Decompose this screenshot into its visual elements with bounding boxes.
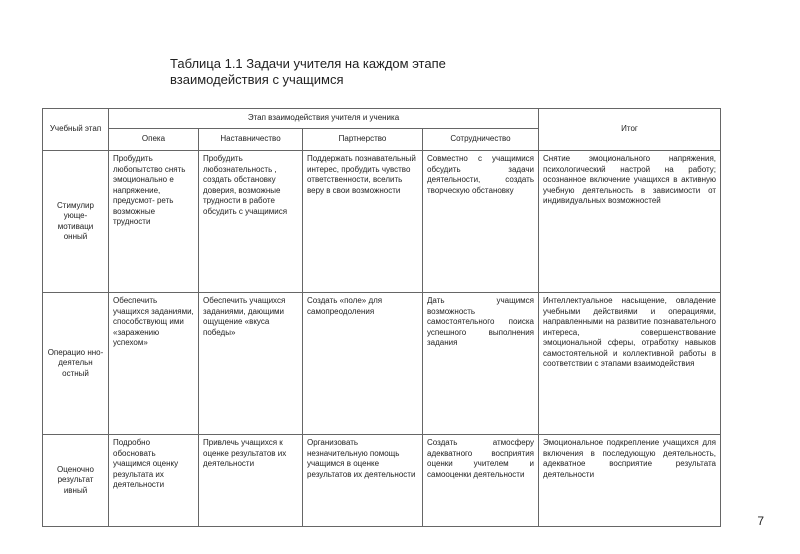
- header-col-nastavnichestvo: Наставничество: [199, 129, 303, 151]
- header-stage: Учебный этап: [43, 109, 109, 151]
- caption-line-1: Таблица 1.1 Задачи учителя на каждом этапе: [170, 56, 446, 71]
- table-cell: Создать «поле» для самопреодоления: [303, 293, 423, 435]
- table-row: [43, 151, 721, 293]
- table-row: [43, 435, 721, 527]
- page-number: 7: [757, 514, 764, 528]
- tasks-table: [42, 108, 721, 527]
- header-row-1: [43, 109, 721, 129]
- table-cell: Организовать незначительную помощь учащимся в оценке результатов их деятельности: [303, 435, 423, 527]
- stage-cell: Оценочно результат ивный: [43, 435, 109, 527]
- header-col-partnerstvo: Партнерство: [303, 129, 423, 151]
- table-caption: [170, 56, 446, 88]
- table-row: [43, 293, 721, 435]
- table-cell: Интеллектуальное насыщение, овладение учебными действиями и операциями, направленными на развитие познавательного интереса, совершенствование эмоциональной сферы, отработку навыков самостоятельной и коллективной работы в соответствии с этапами взаимодействия: [539, 293, 721, 435]
- caption-line-2: взаимодействия с учащимся: [170, 72, 344, 87]
- table-cell: Пробудить любопытство снять эмоционально е напряжение, предусмот- реть возможные трудности: [109, 151, 199, 293]
- table-cell: Обеспечить учащихся заданиями, дающими ощущение «вкуса победы»: [199, 293, 303, 435]
- header-result: Итог: [539, 109, 721, 151]
- table-cell: Дать учащимся возможность самостоятельного поиска успешного выполнения задания: [423, 293, 539, 435]
- table-cell: Снятие эмоционального напряжения, психологический настрой на работу; осознанное включение учащихся в активную учебную деятельность в зависимости от индивидуальных возможностей: [539, 151, 721, 293]
- table-cell: Обеспечить учащихся заданиями, способствующ ими «заражению успехом»: [109, 293, 199, 435]
- stage-cell: Стимулир ующе- мотиваци онный: [43, 151, 109, 293]
- header-col-sotrudnichestvo: Сотрудничество: [423, 129, 539, 151]
- table-cell: Подробно обосновать учащимся оценку результата их деятельности: [109, 435, 199, 527]
- table-cell: Создать атмосферу адекватного восприятия оценки учителем и самооценки деятельности: [423, 435, 539, 527]
- table-cell: Поддержать познавательный интерес, пробудить чувство ответственности, вселить веру в свои возможности: [303, 151, 423, 293]
- table-cell: Совместно с учащимися обсудить задачи деятельности, создать творческую обстановку: [423, 151, 539, 293]
- table-cell: Пробудить любознательность , создать обстановку доверия, возможные трудности в работе обсудить с учащимися: [199, 151, 303, 293]
- header-col-opeka: Опека: [109, 129, 199, 151]
- table-cell: Эмоциональное подкрепление учащихся для включения в последующую деятельность, адекватное восприятие результата деятельности: [539, 435, 721, 527]
- stage-cell: Операцио нно- деятельн остный: [43, 293, 109, 435]
- header-group: Этап взаимодействия учителя и ученика: [109, 109, 539, 129]
- table-cell: Привлечь учащихся к оценке результатов их деятельности: [199, 435, 303, 527]
